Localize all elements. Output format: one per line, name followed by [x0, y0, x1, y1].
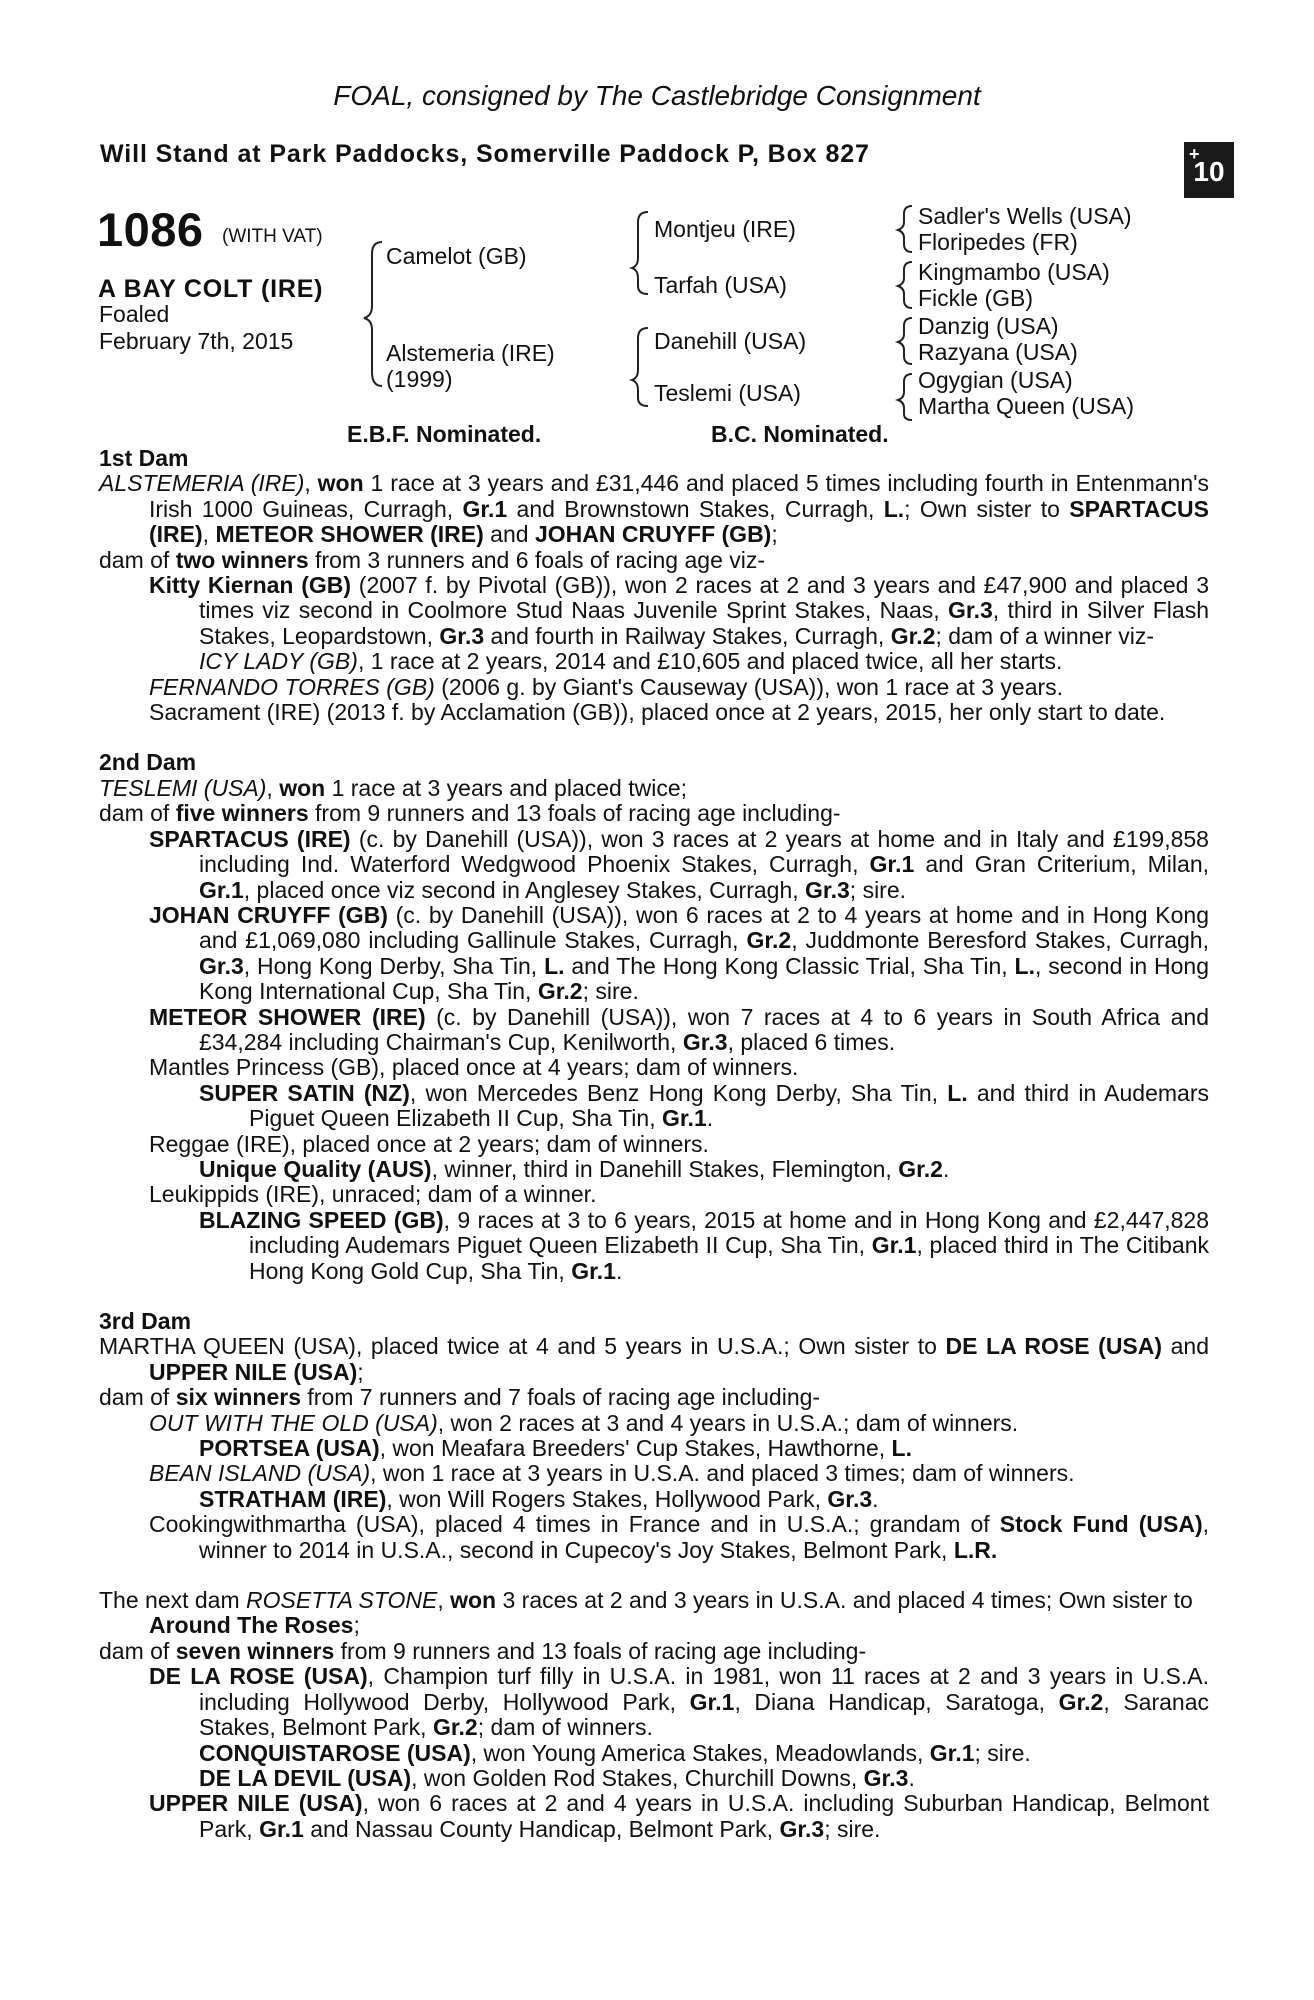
text-run: ; dam of a winner viz-	[935, 622, 1155, 649]
text-run: ;	[771, 521, 778, 548]
text-run: (c. by Danehill (USA)), won 7 races at 4 to 6 years in South Africa and £34,284 including Chairman's Cup, Kenilworth,	[199, 1003, 1209, 1055]
spacer	[99, 1563, 1209, 1588]
dam-name: ALSTEMERIA (IRE)	[99, 470, 305, 497]
produce-conquistarose	[99, 1741, 1209, 1766]
sibling-name: METEOR SHOWER (IRE)	[215, 521, 484, 548]
vat-note: (WITH VAT)	[222, 226, 323, 247]
gen3-8: Martha Queen (USA)	[918, 393, 1135, 419]
second-dam-record: TESLEMI (USA), won 1 race at 3 years and placed twice;	[99, 774, 688, 801]
grade: Gr.1	[199, 876, 244, 903]
text-run: ; Own sister to	[904, 495, 1070, 522]
badge-number: 10	[1193, 156, 1225, 187]
horse-name: DE LA ROSE (USA)	[149, 1663, 368, 1690]
grade: Gr.2	[890, 622, 936, 649]
gen3-7: Ogygian (USA)	[918, 367, 1073, 393]
text-run: Leukippids (IRE), unraced; dam of a winner.	[149, 1181, 597, 1208]
produce-cookingwithmartha	[99, 1512, 1209, 1563]
grade: Gr.3	[682, 1028, 728, 1055]
produce-kitty-kiernan	[99, 573, 1209, 649]
text-run: ,	[202, 521, 216, 548]
text-run: Cookingwithmartha (USA), placed 4 times in France and in U.S.A.; grandam of	[149, 1511, 1000, 1538]
produce-johan-cruyff	[99, 903, 1209, 1005]
text-run: , second in Hong Kong International Cup, Sha Tin,	[199, 952, 1209, 1005]
dam-year: (1999)	[386, 366, 453, 392]
produce-blazing-speed	[99, 1208, 1209, 1284]
foaled-date: February 7th, 2015	[99, 328, 294, 354]
text-run: , won Will Rogers Stakes, Hollywood Park,	[386, 1485, 828, 1512]
produce-meteor-shower	[99, 1005, 1209, 1056]
horse-name: CONQUISTAROSE (USA)	[199, 1739, 471, 1766]
grade: L.	[1014, 952, 1035, 979]
grade: Gr.3	[805, 876, 850, 903]
text-run: ; dam of winners.	[477, 1714, 653, 1741]
dam-details	[99, 446, 1209, 1842]
grade: Gr.1	[462, 495, 508, 522]
grade: Gr.1	[259, 1815, 304, 1842]
grade: Gr.2	[432, 1714, 478, 1741]
horse-name: BLAZING SPEED (GB)	[199, 1206, 444, 1233]
consignment-line: FOAL, consigned by The Castlebridge Consignment	[333, 80, 981, 111]
text-run: from 7 runners and 7 foals of racing age including-	[301, 1384, 821, 1411]
text-run: ; sire.	[824, 1815, 881, 1842]
second-dam-heading: 2nd Dam	[99, 749, 197, 776]
grade: Gr.3	[439, 622, 485, 649]
text-run: ; sire.	[582, 978, 639, 1005]
text-run: from 9 runners and 13 foals of racing age including-	[334, 1637, 867, 1664]
text-run: , won Mercedes Benz Hong Kong Derby, Sha Tin,	[409, 1079, 948, 1106]
text-run: .	[942, 1155, 950, 1182]
text-run: and fourth in Railway Stakes, Curragh,	[484, 622, 891, 649]
text-run: , Saranac Stakes, Belmont Park,	[199, 1688, 1210, 1741]
text-run: and	[1162, 1333, 1209, 1360]
produce-fernando-torres	[99, 675, 1209, 700]
text-run: 3 races at 2 and 3 years in U.S.A. and placed 4 times; Own sister to	[496, 1587, 1193, 1614]
grade: Gr.3	[948, 597, 993, 624]
grade: Gr.3	[863, 1764, 909, 1791]
horse-name: METEOR SHOWER (IRE)	[149, 1003, 426, 1030]
horse-name: UPPER NILE (USA)	[149, 1790, 363, 1817]
text-run: (2007 f. by Pivotal (GB)), won 2 races at 2 and 3 years and £47,900 and placed 3 times viz second in Coolmore Stud Naas Juvenile Sprint Stakes, Naas,	[199, 572, 1209, 624]
text-run: , third in Silver Flash Stakes, Leopardstown,	[199, 597, 1209, 649]
gen3-6: Razyana (USA)	[918, 339, 1078, 365]
third-dam-produce-summary	[99, 1385, 1209, 1410]
third-dam-record	[99, 1334, 1209, 1385]
spacer	[99, 1284, 1209, 1309]
grade: L.	[544, 952, 565, 979]
won-word: won	[450, 1587, 497, 1614]
grade: Gr.3	[827, 1485, 873, 1512]
horse-name: BEAN ISLAND (USA)	[149, 1460, 371, 1487]
ebf-nominated: E.B.F. Nominated.	[347, 421, 542, 447]
horse-name: ICY LADY (GB)	[199, 648, 358, 675]
sibling-name: JOHAN CRUYFF (GB)	[534, 521, 772, 548]
produce-sacrament	[99, 700, 1209, 725]
horse-name: FERNANDO TORRES (GB)	[149, 673, 435, 700]
next-dam-produce-summary	[99, 1639, 1209, 1664]
grade: Gr.1	[929, 1739, 975, 1766]
text-run: , placed once viz second in Anglesey Stakes, Curragh,	[243, 876, 806, 903]
text-run: , 9 races at 3 to 6 years, 2015 at home and in Hong Kong and £2,447,828 including Audemars Piguet Queen Elizabeth II Cup, Sha Tin,	[249, 1206, 1210, 1259]
gen3-2: Floripedes (FR)	[918, 229, 1078, 255]
sire: Camelot (GB)	[386, 243, 527, 269]
horse-name: PORTSEA (USA)	[199, 1435, 380, 1462]
produce-stratham	[99, 1487, 1209, 1512]
gen3-1: Sadler's Wells (USA)	[918, 203, 1132, 229]
text-run: , Champion turf filly in U.S.A. in 1981, won 11 races at 2 and 3 years in U.S.A. including Hollywood Derby, Hollywood Park,	[199, 1663, 1209, 1715]
text-run: dam of	[99, 1384, 176, 1411]
winners-count: seven winners	[175, 1637, 335, 1664]
text-run: , placed third in The Citibank Hong Kong Gold Cup, Sha Tin,	[249, 1232, 1209, 1284]
produce-upper-nile	[99, 1791, 1209, 1842]
lot-number: 1086	[97, 203, 204, 256]
produce-portsea	[99, 1436, 1209, 1461]
produce-mantles-princess	[99, 1055, 1209, 1080]
text-run: 1 race at 3 years and £31,446 and placed 5 times including fourth in Entenmann's Irish 1000 Guineas, Curragh,	[149, 470, 1210, 522]
grade: L.	[947, 1079, 968, 1106]
text-run: and Brownstown Stakes, Curragh,	[507, 495, 884, 522]
text-run: ,	[437, 1587, 451, 1614]
text-run: .	[872, 1485, 879, 1512]
produce-leukippids	[99, 1182, 1209, 1207]
produce-reggae	[99, 1132, 1209, 1157]
text-run: and Nassau County Handicap, Belmont Park,	[303, 1815, 780, 1842]
grade: Gr.1	[869, 851, 915, 878]
text-run: dam of	[99, 546, 176, 573]
horse-name: DE LA DEVIL (USA)	[199, 1764, 412, 1791]
next-dam-record	[99, 1588, 1209, 1639]
horse-name: Kitty Kiernan (GB)	[149, 572, 352, 599]
grade: L.	[891, 1435, 912, 1462]
first-dam-record: ALSTEMERIA (IRE), won 1 race at 3 years and £31,446 and placed 5 times including fourth in Entenmann's Irish 1000 Guineas, Curragh, Gr.1 and Brownstown Stakes, Curragh, L.; Own sister to SPARTACUS (IRE), METEOR SHOWER (IRE) and JOHAN CRUYFF (GB);	[99, 470, 1210, 548]
horse-name: SUPER SATIN (NZ)	[199, 1079, 410, 1106]
text-run: Sacrament (IRE) (2013 f. by Acclamation (GB)), placed once at 2 years, 2015, her only start to date.	[149, 699, 1166, 726]
grade: Gr.2	[898, 1155, 943, 1182]
first-dam-produce-summary	[99, 548, 1209, 573]
horse-name: Stock Fund (USA)	[999, 1511, 1203, 1538]
sibling-name: SPARTACUS (IRE)	[149, 495, 1210, 548]
text-run: , winner, third in Danehill Stakes, Flemington,	[431, 1155, 899, 1182]
text-run: .	[615, 1257, 623, 1284]
grade: L.R.	[953, 1536, 998, 1563]
text-run: Mantles Princess (GB), placed once at 4 years; dam of winners.	[149, 1054, 799, 1081]
produce-de-la-devil	[99, 1766, 1209, 1791]
horse-name: Unique Quality (AUS)	[199, 1155, 432, 1182]
text-run: .	[706, 1105, 714, 1132]
sire-dam: Tarfah (USA)	[654, 272, 787, 298]
text-run: ;	[357, 1358, 364, 1385]
badge-plus: +	[1189, 144, 1200, 164]
text-run: , won 6 races at 2 and 4 years in U.S.A. including Suburban Handicap, Belmont Park,	[199, 1790, 1209, 1842]
text-run: dam of	[99, 800, 176, 827]
produce-unique-quality	[99, 1157, 1209, 1182]
text-run: from 3 runners and 6 foals of racing age viz-	[308, 546, 766, 573]
gen3-5: Danzig (USA)	[918, 313, 1059, 339]
produce-bean-island	[99, 1461, 1209, 1486]
dam: Alstemeria (IRE)	[386, 340, 555, 366]
grade: Gr.1	[871, 1232, 917, 1259]
text-run: ; sire.	[974, 1739, 1031, 1766]
produce-spartacus	[99, 827, 1209, 903]
second-dam-produce-summary	[99, 801, 1209, 826]
text-run: , 1 race at 2 years, 2014 and £10,605 and placed twice, all her starts.	[357, 648, 1063, 675]
text-run: ; sire.	[849, 876, 907, 903]
won-word: won	[279, 774, 326, 801]
text-run: , placed 6 times.	[727, 1028, 896, 1055]
grade: Gr.3	[779, 1815, 825, 1842]
grade: Gr.1	[571, 1257, 616, 1284]
sibling-name: Around The Roses	[149, 1612, 354, 1639]
gen3-4: Fickle (GB)	[918, 285, 1033, 311]
text-run: , Juddmonte Beresford Stakes, Curragh,	[791, 927, 1209, 954]
horse-name: SPARTACUS (IRE)	[149, 825, 351, 852]
first-dam-heading: 1st Dam	[99, 445, 189, 471]
winners-count: five winners	[175, 800, 309, 827]
grade: Gr.2	[537, 978, 583, 1005]
gen3-3: Kingmambo (USA)	[918, 259, 1110, 285]
bc-nominated: B.C. Nominated.	[711, 421, 889, 447]
text-run: , won Golden Rod Stakes, Churchill Downs,	[411, 1764, 864, 1791]
grade: Gr.1	[661, 1105, 707, 1132]
text-run: and The Hong Kong Classic Trial, Sha Tin,	[564, 952, 1015, 979]
sire-sire: Montjeu (IRE)	[654, 216, 796, 242]
lot-title: A BAY COLT (IRE)	[98, 275, 324, 303]
text-run: , Hong Kong Derby, Sha Tin,	[243, 952, 545, 979]
foaled-label: Foaled	[99, 301, 170, 327]
text-run: , winner to 2014 in U.S.A., second in Cupecoy's Joy Stakes, Belmont Park,	[199, 1511, 1209, 1563]
text-run: and	[483, 521, 535, 548]
text-run: and Gran Criterium, Milan,	[914, 851, 1209, 878]
grade: Gr.1	[689, 1688, 735, 1715]
text-run: .	[908, 1764, 915, 1791]
spacer	[99, 725, 1209, 750]
text-run: , won Meafara Breeders' Cup Stakes, Hawthorne,	[379, 1435, 892, 1462]
third-dam-heading: 3rd Dam	[99, 1308, 192, 1334]
grade: Gr.3	[199, 952, 244, 979]
text-run: , won 2 races at 3 and 4 years in U.S.A.; dam of winners.	[437, 1409, 1019, 1436]
horse-name: STRATHAM (IRE)	[199, 1485, 387, 1512]
text-run: (c. by Danehill (USA)), won 6 races at 2 to 4 years at home and in Hong Kong and £1,069,080 including Gallinule Stakes, Curragh,	[199, 901, 1209, 954]
grade: Gr.2	[746, 927, 792, 954]
text-run: from 9 runners and 13 foals of racing age including-	[308, 800, 841, 827]
horse-name: OUT WITH THE OLD (USA)	[149, 1409, 438, 1436]
text-run: Reggae (IRE), placed once at 2 years; dam of winners.	[149, 1130, 709, 1157]
winners-count: six winners	[175, 1384, 301, 1411]
winners-count: two winners	[175, 546, 309, 573]
sibling-name: UPPER NILE (USA)	[149, 1358, 358, 1385]
stand-location: Will Stand at Park Paddocks, Somerville Paddock P, Box 827	[100, 140, 870, 168]
horse-name: JOHAN CRUYFF (GB)	[149, 901, 388, 928]
produce-de-la-rose	[99, 1664, 1209, 1740]
grade: Gr.2	[1058, 1688, 1104, 1715]
produce-out-with-the-old	[99, 1411, 1209, 1436]
text-run: ;	[353, 1612, 360, 1639]
grade: L.	[883, 495, 905, 522]
sibling-name: DE LA ROSE (USA)	[945, 1333, 1163, 1360]
dam-sire: Danehill (USA)	[654, 328, 807, 354]
text-run: , Diana Handicap, Saratoga,	[734, 1688, 1059, 1715]
text-run: dam of	[99, 1637, 176, 1664]
text-run: and third in Audemars Piguet Queen Elizabeth II Cup, Sha Tin,	[249, 1079, 1210, 1132]
text-run: , won 1 race at 3 years in U.S.A. and placed 3 times; dam of winners.	[370, 1460, 1075, 1487]
dam-dam: Teslemi (USA)	[654, 380, 801, 406]
produce-super-satin	[99, 1081, 1209, 1132]
won-word: won	[317, 470, 364, 497]
text-run: The next dam	[99, 1587, 247, 1614]
text-run: (c. by Danehill (USA)), won 3 races at 2 years at home and in Italy and £199,858 including Ind. Waterford Wedgwood Phoenix Stakes, Curragh,	[199, 825, 1209, 878]
text-run: (2006 g. by Giant's Causeway (USA)), won 1 race at 3 years.	[434, 673, 1064, 700]
dam-name: TESLEMI (USA)	[99, 774, 267, 801]
text-run: , won Young America Stakes, Meadowlands,	[470, 1739, 930, 1766]
produce-icy-lady	[99, 649, 1209, 674]
text-run: 1 race at 3 years and placed twice;	[325, 774, 688, 801]
dam-name: ROSETTA STONE	[246, 1587, 438, 1614]
text-run: MARTHA QUEEN (USA), placed twice at 4 and 5 years in U.S.A.; Own sister to	[99, 1333, 946, 1360]
